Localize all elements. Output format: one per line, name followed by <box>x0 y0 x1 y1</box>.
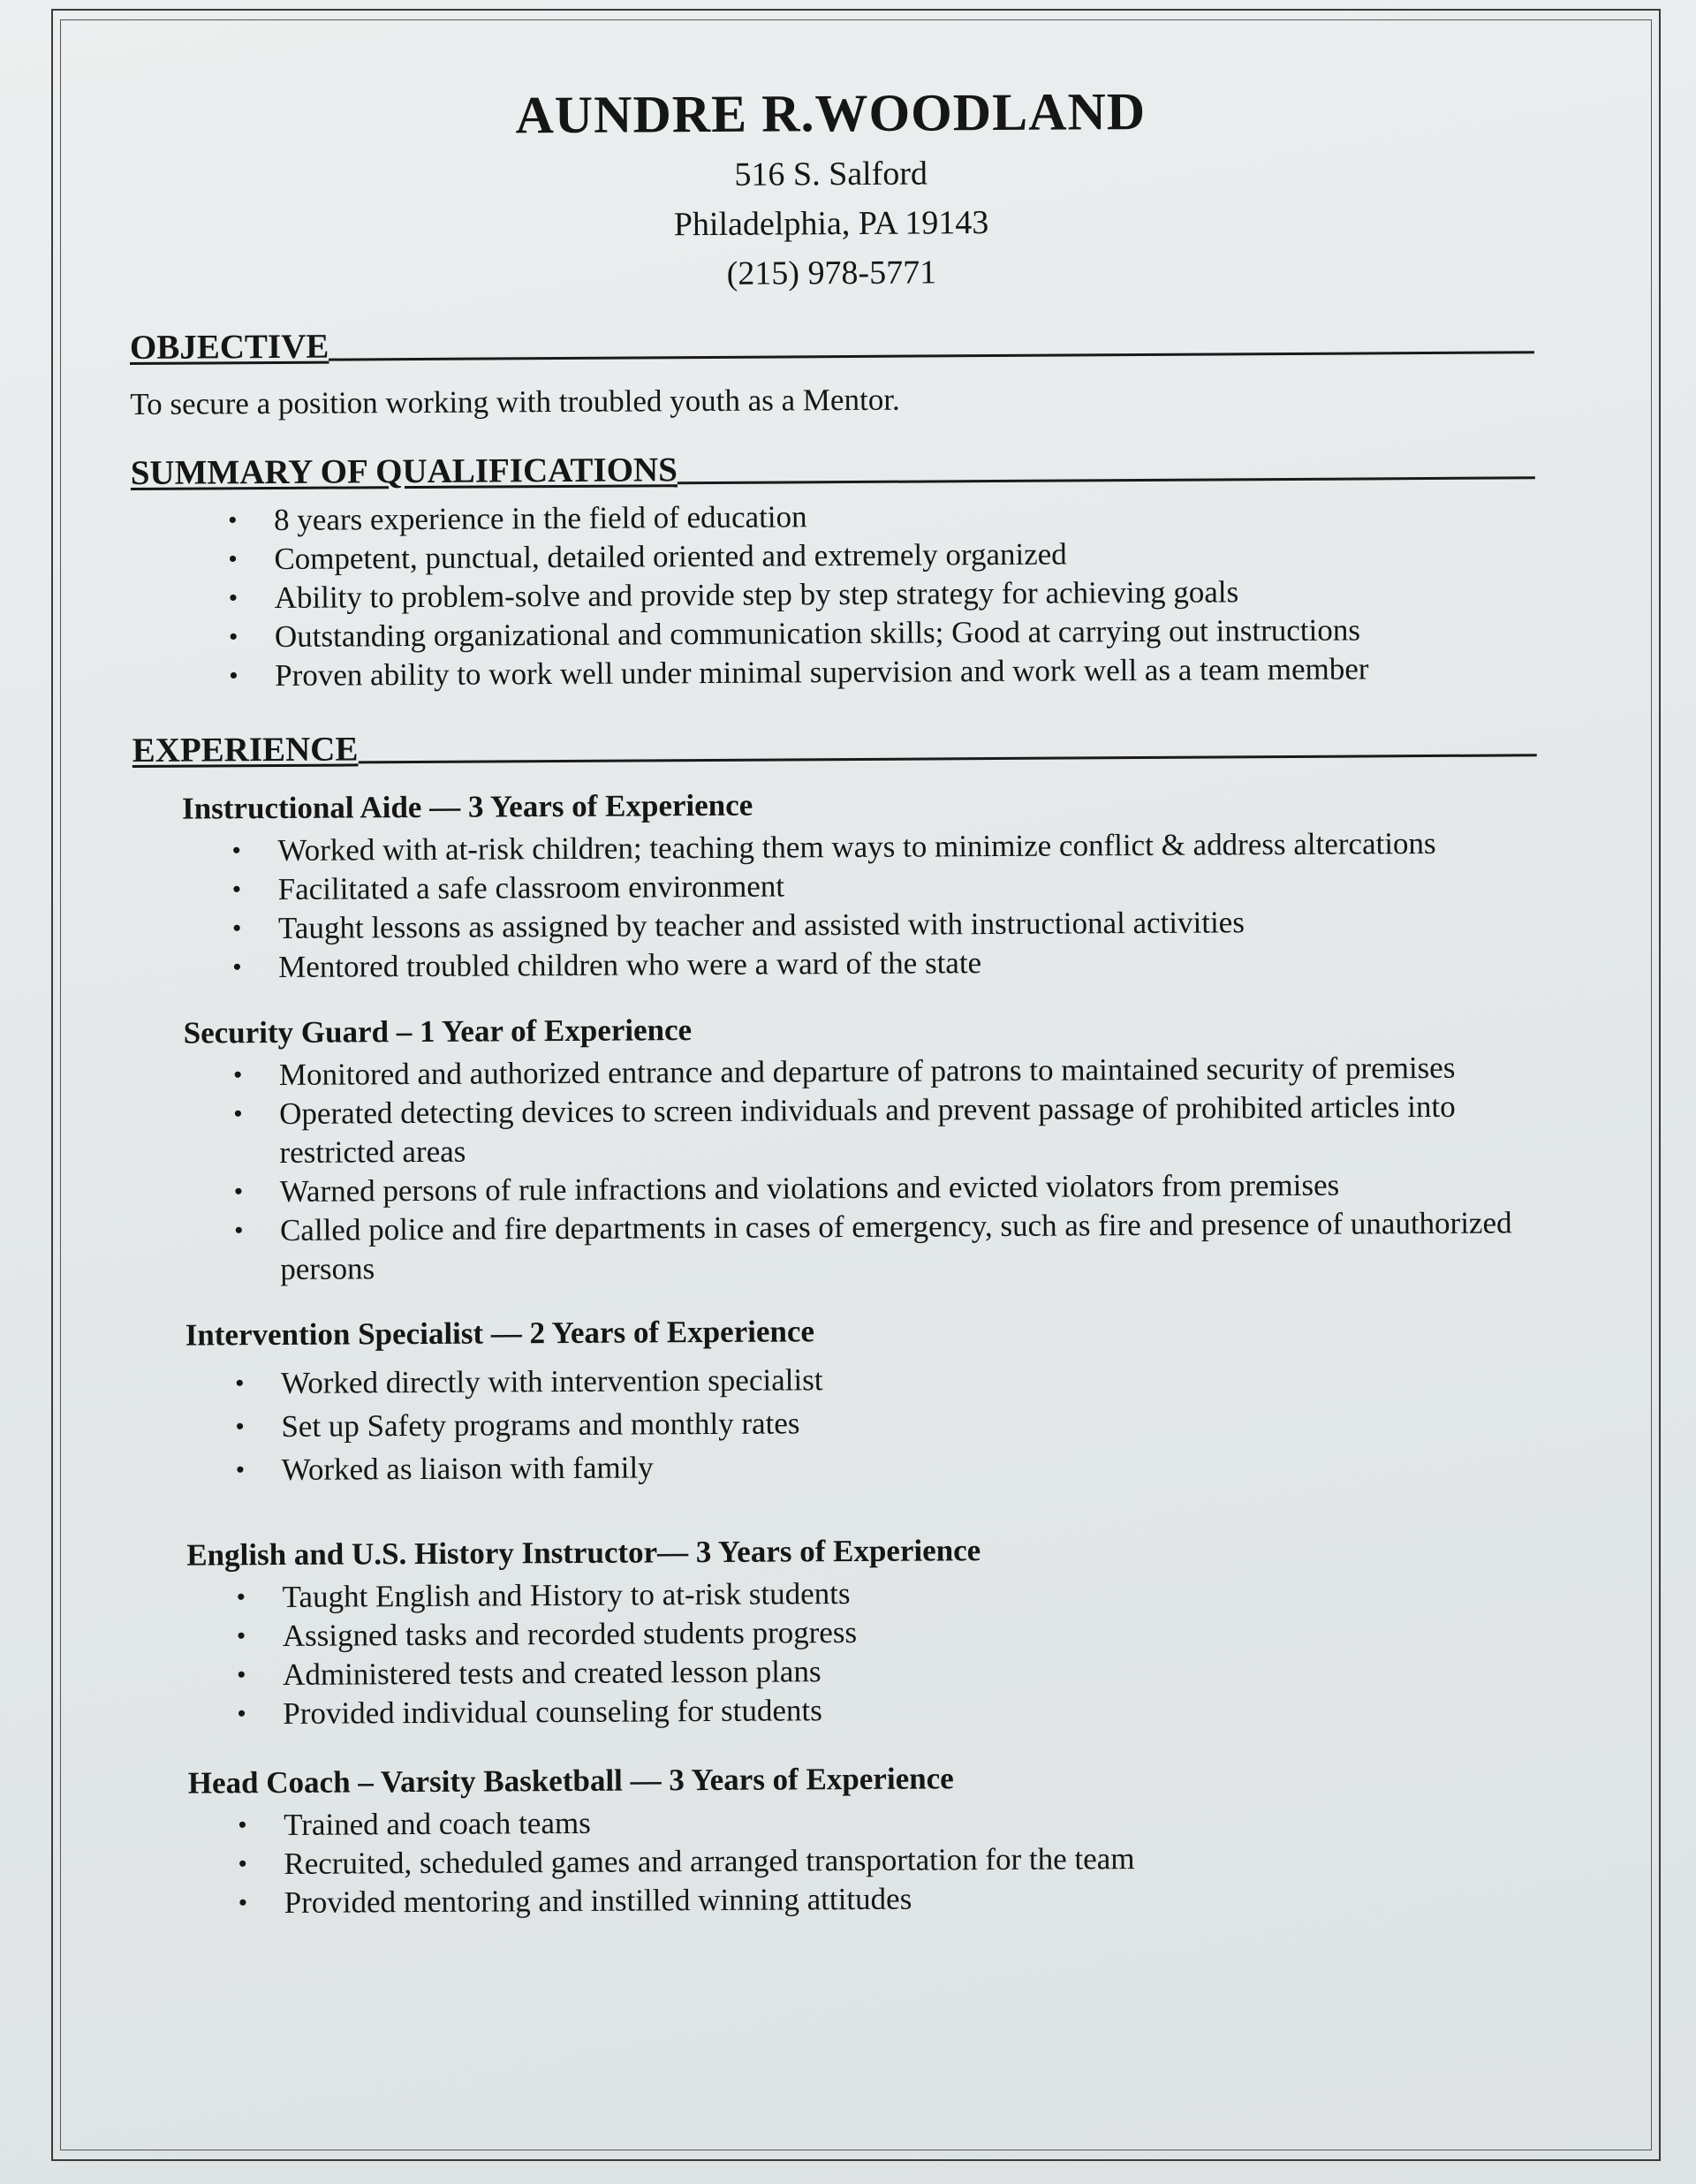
list-item: • Competent, punctual, detailed oriented and extremely organized <box>228 532 1535 579</box>
list-item: • Monitored and authorized entrance and departure of patrons to maintained security of premises <box>233 1048 1539 1095</box>
objective-section <box>130 320 1535 424</box>
experience-section <box>132 723 1544 1923</box>
objective-text: To secure a position working with troubled youth as a Mentor. <box>130 382 900 421</box>
job-title: Head Coach – Varsity Basketball — 3 Years of Experience <box>187 1761 954 1801</box>
list-item: • Provided individual counseling for students <box>237 1687 1542 1733</box>
list-item: • Facilitated a safe classroom environment <box>232 862 1538 909</box>
summary-heading: SUMMARY OF QUALIFICATIONS <box>130 451 678 492</box>
objective-heading: OBJECTIVE <box>129 327 329 367</box>
section-divider <box>358 754 1536 763</box>
job-duties-list <box>188 1798 1544 1922</box>
job-duties-list <box>186 1354 1541 1491</box>
list-item: • Administered tests and created lesson plans <box>237 1648 1542 1695</box>
list-item: • Mentored troubled children who were a ward of the state <box>232 940 1538 987</box>
job-title: English and U.S. History Instructor— 3 Years of Experience <box>186 1533 981 1573</box>
list-item: • Trained and coach teams <box>238 1798 1543 1845</box>
list-item: • Ability to problem-solve and provide step by step strategy for achieving goals <box>229 571 1536 618</box>
list-item: • 8 years experience in the field of education <box>228 493 1535 540</box>
list-item: • Worked with at-risk children; teaching them ways to minimize conflict & address altercations <box>231 823 1537 870</box>
list-item: • Operated detecting devices to screen individuals and prevent passage of prohibited articles into restricted areas <box>233 1087 1540 1172</box>
list-item: • Recruited, scheduled games and arranged transportation for the team <box>238 1837 1543 1884</box>
candidate-name: AUNDRE R.WOODLAND <box>515 81 1147 145</box>
job-title: Intervention Specialist — 2 Years of Experience <box>185 1314 815 1353</box>
job-history-instructor <box>137 1528 1542 1734</box>
list-item: • Warned persons of rule infractions and violations and evicted violators from premises <box>234 1164 1540 1211</box>
job-title: Security Guard – 1 Year of Experience <box>183 1012 693 1050</box>
job-security-guard <box>134 1005 1541 1290</box>
list-item: • Outstanding organizational and communication skills; Good at carrying out instructions <box>229 610 1536 656</box>
list-item: • Worked directly with intervention specialist <box>235 1354 1541 1405</box>
job-head-coach <box>139 1756 1544 1923</box>
list-item: • Proven ability to work well under minimal supervision and work well as a team member <box>229 648 1536 695</box>
section-divider <box>329 351 1534 360</box>
summary-list <box>131 493 1536 696</box>
list-item: • Provided mentoring and instilled winning attitudes <box>238 1876 1544 1922</box>
job-duties-list <box>184 1048 1541 1289</box>
list-item: • Taught lessons as assigned by teacher and assisted with instructional activities <box>232 901 1538 948</box>
list-item: • Taught English and History to at-risk students <box>236 1570 1541 1617</box>
street-address: 516 S. Salford <box>734 155 928 193</box>
job-duties-list <box>182 823 1538 987</box>
resume-header <box>128 80 1533 302</box>
list-item: • Set up Safety programs and monthly rates <box>235 1397 1541 1448</box>
phone-number: (215) 978-5771 <box>726 254 937 292</box>
list-item: • Called police and fire departments in cases of emergency, such as fire and presence of unauthorized persons <box>234 1203 1541 1289</box>
job-intervention-specialist <box>136 1308 1541 1492</box>
job-instructional-aide <box>132 781 1538 988</box>
job-duties-list <box>186 1570 1542 1733</box>
section-divider <box>678 476 1535 484</box>
list-item: • Assigned tasks and recorded students progress <box>237 1609 1542 1656</box>
resume-document <box>128 62 1544 1923</box>
city-state-zip: Philadelphia, PA 19143 <box>673 204 989 244</box>
summary-section <box>131 445 1537 696</box>
job-title: Instructional Aide — 3 Years of Experience <box>181 787 753 826</box>
list-item: • Worked as liaison with family <box>236 1440 1541 1491</box>
experience-heading: EXPERIENCE <box>132 730 359 770</box>
